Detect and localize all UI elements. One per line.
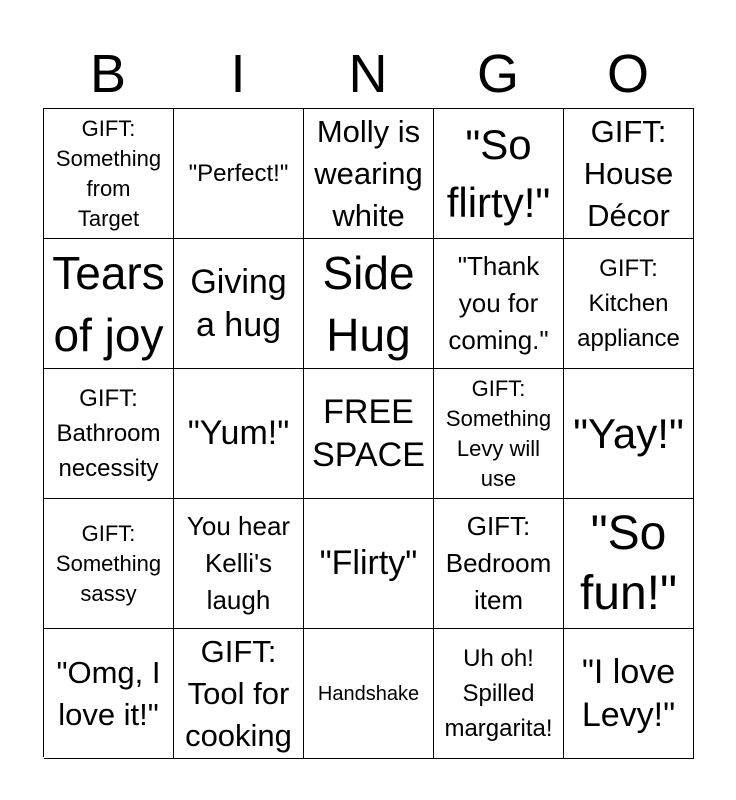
cell-text: FREE SPACE xyxy=(312,392,425,474)
bingo-cell[interactable] xyxy=(44,629,174,759)
bingo-header xyxy=(43,40,693,108)
header-letter-o: O xyxy=(606,44,649,104)
header-letter-i: I xyxy=(230,44,246,104)
cell-text: "Omg, I love it!" xyxy=(56,654,161,732)
cell-text: Giving a hug xyxy=(190,262,287,344)
bingo-cell[interactable] xyxy=(44,109,174,239)
cell-text: GIFT: Something from Target xyxy=(55,115,162,231)
bingo-cell[interactable] xyxy=(564,629,694,759)
cell-text: "Yay!" xyxy=(573,409,684,457)
bingo-cell[interactable] xyxy=(44,499,174,629)
cell-text: GIFT: House Décor xyxy=(583,113,674,233)
bingo-cell[interactable] xyxy=(434,369,564,499)
cell-text: "I love Levy!" xyxy=(581,652,676,734)
cell-text: You hear Kelli's laugh xyxy=(186,511,291,615)
cell-text: GIFT: Kitchen appliance xyxy=(577,255,680,352)
cell-text: "Thank you for coming." xyxy=(448,251,549,355)
bingo-cell[interactable] xyxy=(434,109,564,239)
cell-text: GIFT: Bathroom necessity xyxy=(56,385,161,482)
bingo-cell[interactable] xyxy=(304,499,434,629)
bingo-cell[interactable] xyxy=(434,629,564,759)
bingo-cell[interactable] xyxy=(304,239,434,369)
cell-text: GIFT: Something Levy will use xyxy=(445,375,552,491)
bingo-cell[interactable] xyxy=(44,369,174,499)
bingo-cell[interactable] xyxy=(434,239,564,369)
cell-text: "So flirty!" xyxy=(446,120,551,226)
header-letter-n: N xyxy=(348,44,388,104)
bingo-board xyxy=(43,108,694,757)
cell-text: Uh oh! Spilled margarita! xyxy=(444,645,553,742)
cell-text: GIFT: Something sassy xyxy=(55,520,162,606)
bingo-cell[interactable] xyxy=(304,629,434,759)
bingo-cell[interactable] xyxy=(434,499,564,629)
cell-text: "So fun!" xyxy=(579,506,678,620)
cell-text: "Perfect!" xyxy=(188,160,289,187)
bingo-cell[interactable] xyxy=(564,109,694,239)
bingo-cell[interactable] xyxy=(44,239,174,369)
header-letter-g: G xyxy=(476,44,519,104)
bingo-cell[interactable] xyxy=(174,369,304,499)
cell-text: Molly is wearing white xyxy=(314,113,423,233)
free-space-cell[interactable] xyxy=(304,369,434,499)
bingo-cell[interactable] xyxy=(564,239,694,369)
bingo-cell[interactable] xyxy=(564,499,694,629)
cell-text: GIFT: Bedroom item xyxy=(445,511,552,615)
bingo-cell[interactable] xyxy=(174,109,304,239)
bingo-cell[interactable] xyxy=(174,629,304,759)
cell-text: "Flirty" xyxy=(319,544,418,582)
bingo-cell[interactable] xyxy=(564,369,694,499)
cell-text: "Yum!" xyxy=(187,414,290,452)
bingo-cell[interactable] xyxy=(304,109,434,239)
bingo-cell[interactable] xyxy=(174,239,304,369)
bingo-cell[interactable] xyxy=(174,499,304,629)
header-letter-b: B xyxy=(89,44,127,104)
cell-text: GIFT: Tool for cooking xyxy=(185,633,292,753)
cell-text: Handshake xyxy=(317,682,420,705)
cell-text: Side Hug xyxy=(322,246,415,361)
cell-text: Tears of joy xyxy=(52,246,165,361)
